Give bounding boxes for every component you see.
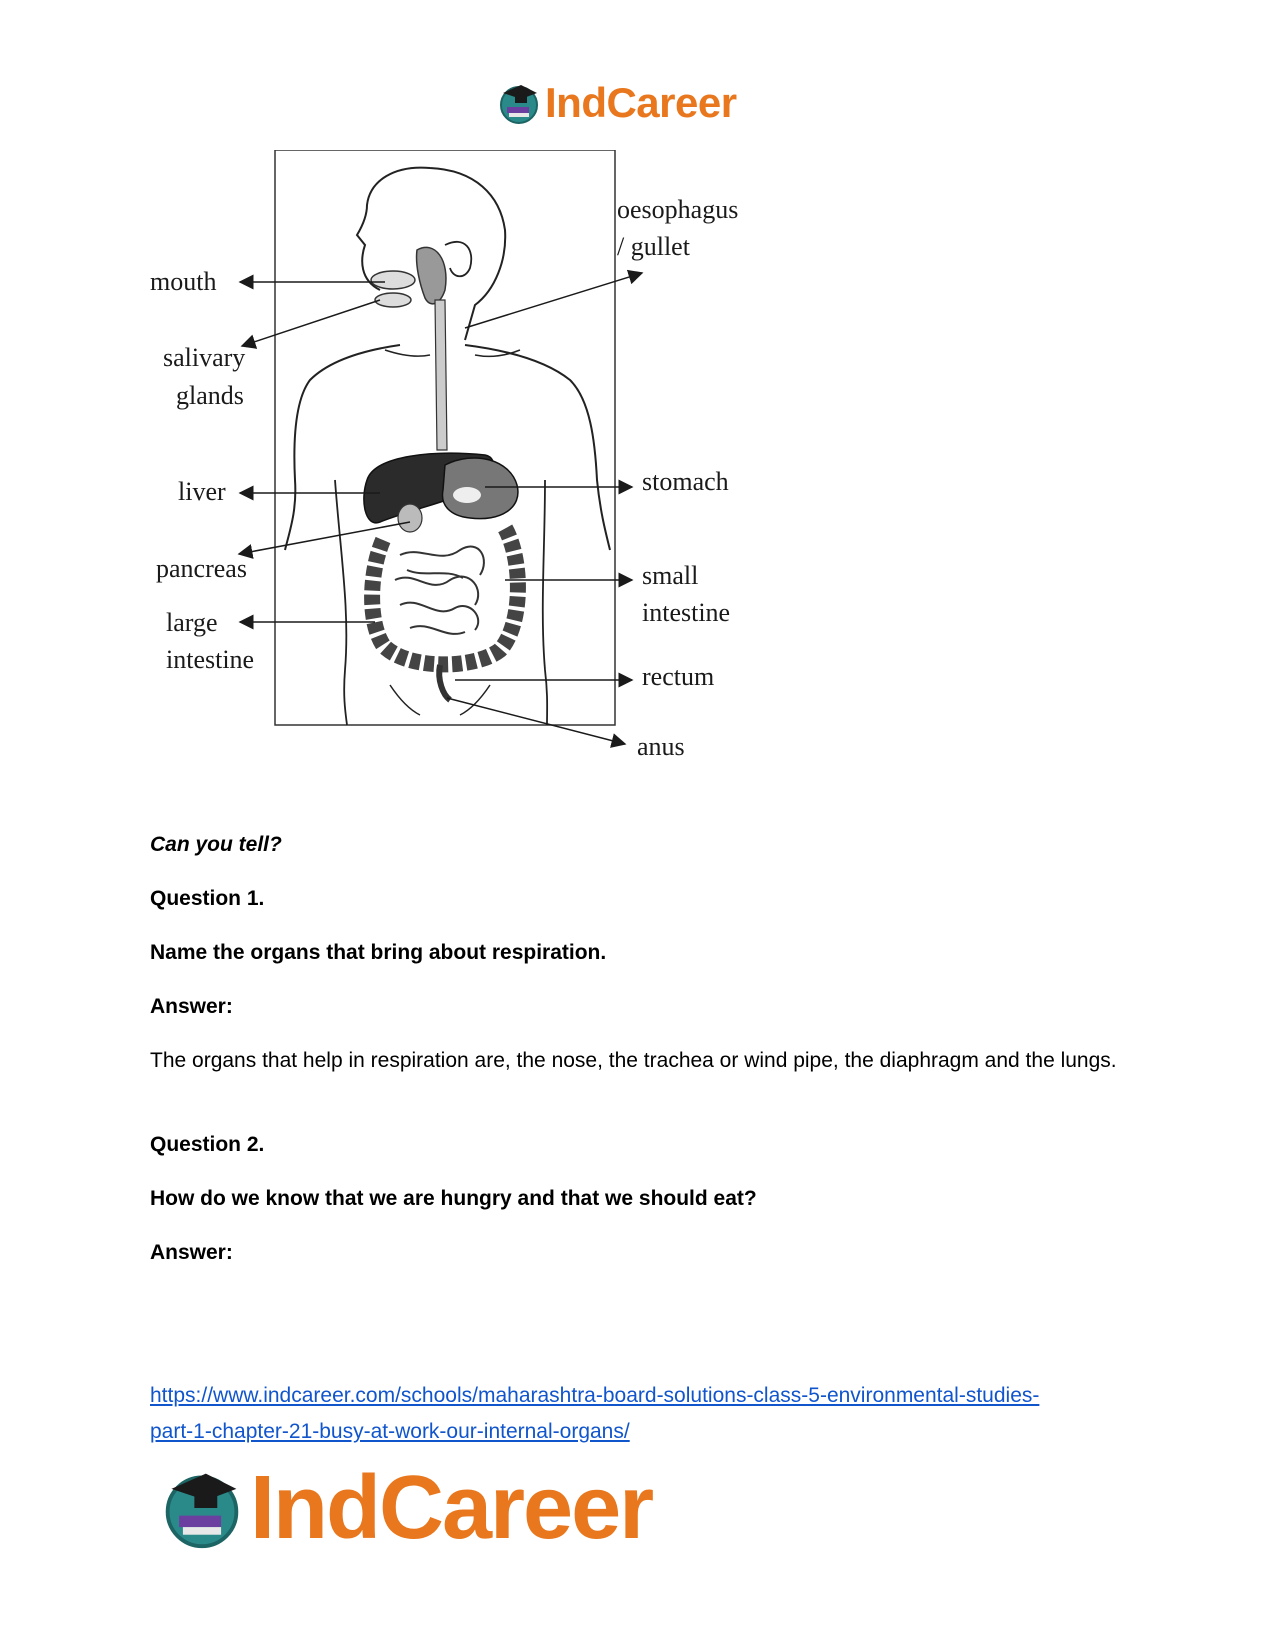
label-intestine-right: intestine: [642, 598, 731, 627]
oesophagus-tube: [435, 300, 447, 450]
indcareer-logo-top: [497, 78, 737, 128]
source-link-line-1[interactable]: https://www.indcareer.com/schools/maharashtra-board-solutions-class-5-environmental-studies-: [150, 1384, 1040, 1407]
question-2-text: How do we know that we are hungry and that we should eat?: [150, 1187, 757, 1210]
label-large: large: [166, 608, 218, 637]
brand-name-large: IndCareer: [250, 1457, 653, 1558]
ear-outline: [445, 242, 471, 276]
label-intestine-left: intestine: [166, 645, 255, 674]
indcareer-logo-bottom: [160, 1457, 653, 1558]
answer-2-label: Answer:: [150, 1241, 233, 1264]
label-small: small: [642, 561, 699, 590]
label-mouth: mouth: [150, 267, 217, 296]
label-pancreas: pancreas: [156, 554, 247, 583]
label-rectum: rectum: [642, 662, 715, 691]
graduation-globe-icon: [497, 81, 541, 125]
question-2-label: Question 2.: [150, 1133, 265, 1156]
source-link[interactable]: [150, 1378, 1130, 1450]
label-gullet: / gullet: [617, 232, 690, 261]
torso-right-outline: [465, 345, 610, 550]
answer-1-label: Answer:: [150, 995, 233, 1018]
label-liver: liver: [178, 477, 226, 506]
answer-1-text: The organs that help in respiration are, the nose, the trachea or wind pipe, the diaphragm and the lungs.: [150, 1049, 1117, 1072]
question-1-text: Name the organs that bring about respiration.: [150, 941, 607, 964]
brand-name: IndCareer: [545, 79, 737, 126]
section-heading: Can you tell?: [150, 833, 282, 856]
question-1-label: Question 1.: [150, 887, 265, 910]
label-stomach: stomach: [642, 467, 729, 496]
small-intestine-shape: [395, 547, 484, 634]
label-salivary: salivary: [163, 343, 246, 372]
source-link-line-2[interactable]: part-1-chapter-21-busy-at-work-our-internal-organs/: [150, 1420, 630, 1443]
label-oesophagus: oesophagus: [617, 195, 739, 224]
label-glands: glands: [176, 381, 244, 410]
stomach-shape: [442, 458, 517, 519]
label-anus: anus: [637, 732, 685, 761]
digestive-system-diagram: [145, 150, 805, 810]
graduation-globe-icon: [160, 1466, 244, 1550]
large-intestine-shape: [372, 528, 518, 664]
